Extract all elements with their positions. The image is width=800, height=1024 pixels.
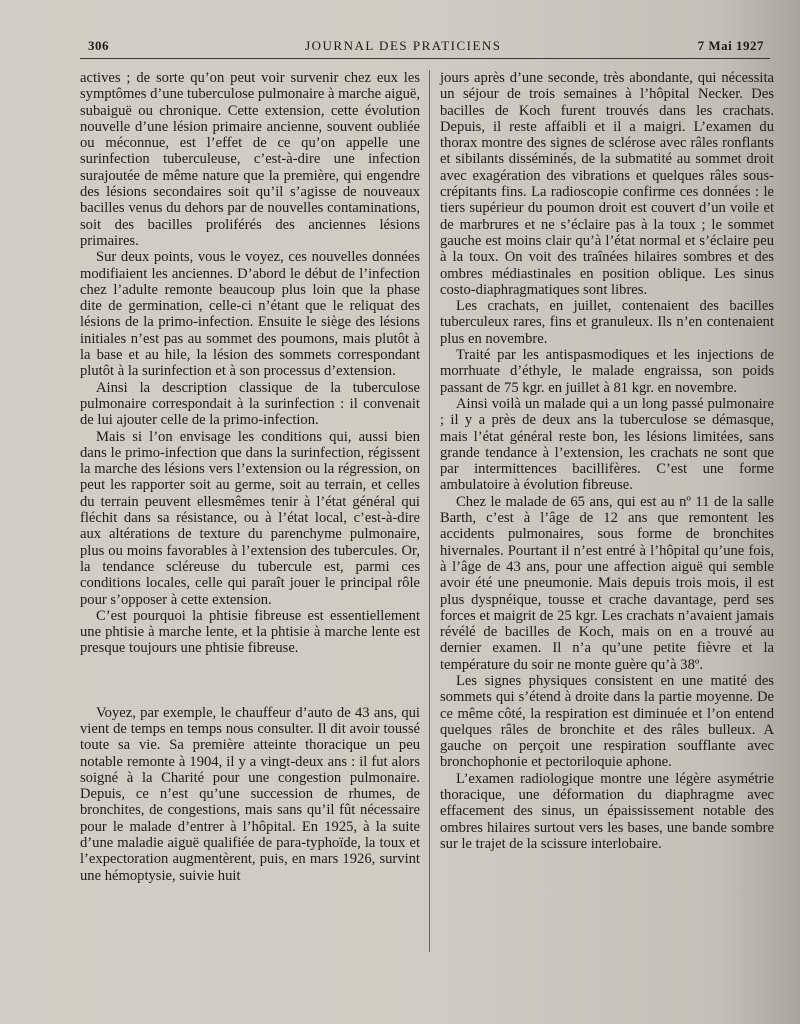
paragraph: actives ; de sorte qu’on peut voir survenir chez eux les symptômes d’une tuberculose pulmonaire à marche aiguë, subaiguë ou chronique. Cette extension, cette évolution nouvelle d’une lésion primaire ancienne, souvent oubliée ou méconnue, est l’effet de ce qu’on appelle une surinfection tuberculeuse, c’est-à-dire une infection surajoutée de même nature que la première, qui engendre des lésions secondaires soit qu’il s’agisse de nouveaux bacilles venus du dehors par de nouvelles contaminations, soit des bacilles proliférés des anciennes lésions primaires. bbox=[80, 70, 421, 249]
journal-title: JOURNAL DES PRATICIENS bbox=[305, 38, 502, 53]
paragraph: C’est pourquoi la phtisie fibreuse est essentiellement une phtisie à marche lente, et la phtisie à marche lente est presque toujours une phtisie fibreuse. bbox=[80, 607, 420, 657]
running-header bbox=[88, 38, 764, 54]
paragraph: Voyez, par exemple, le chauffeur d’auto de 43 ans, qui vient de temps en temps nous consulter. Il dit avoir toussé toute sa vie. Sa première atteinte thoracique un peu notable remonte à 1904, il y a vingt-deux ans : il fut alors soigné à la Charité pour une congestion pulmonaire. Depuis, ce n’est qu’une succession de rhumes, de bronchites, de congestions, mais sans qu’il fût nécessaire pour le malade d’entrer à l’hôpital. En 1925, à la suite d’une maladie aiguë qualifiée de para-typhoïde, la toux et l’expectoration augmentèrent, puis, en mars 1926, survint une hémoptysie, suivie huit bbox=[80, 704, 420, 884]
paragraph: Les crachats, en juillet, contenaient des bacilles tuberculeux rares, fins et granuleux. Ils n’en contenaient plus en novembre. bbox=[440, 298, 774, 347]
paragraph: Ainsi voilà un malade qui a un long passé pulmonaire ; il y a près de deux ans la tuberculose se démasque, mais l’état général reste bon, les lésions limitées, sans grande tendance à l’extension, les crachats ne sont que par intermittences bacillifères. C’est une forme ambulatoire à évolution fibreuse. bbox=[440, 395, 774, 494]
paragraph: Chez le malade de 65 ans, qui est au nº 11 de la salle Barth, c’est à l’âge de 12 ans que remontent les accidents pulmonaires, sous forme de bronchites hivernales. Pourtant il n’est entré à l’hôpital qu’une fois, à l’âge de 43 ans, pour une affection aiguë qui semble avoir été une pneumonie. Mais depuis trois mois, il est plus dyspnéique, tousse et crache davantage, perd ses forces et maigrit de 25 kgr. Les crachats n’avaient jamais révélé de bacilles de Koch, mais on en a trouvé au dernier examen. Il n’a qu’une petite fièvre et la température du soir ne monte guère qu’à 38º. bbox=[440, 493, 774, 673]
right-column bbox=[440, 70, 774, 852]
paragraph: jours après d’une seconde, très abondante, qui nécessita un séjour de trois semaines à l’hôpital Necker. Des bacilles de Koch furent trouvés dans les crachats. Depuis, il reste affaibli et il a maigri. L’examen du thorax montre des signes de sclérose avec râles ronflants et sibilants disséminés, de la submatité au sommet droit avec exagération des vibrations et quelques râles sous-crépitants fins. La radioscopie confirme ces données : le tiers supérieur du poumon droit est couvert d’un voile et de marbrures et ne s’éclaire pas à la toux ; le sommet gauche est moins clair qu’à l’état normal et s’éclaire peu à la toux. On voit des traînées hilaires sombres et des ombres médiastinales en position oblique. Les sinus costo-diaphragmatiques sont libres. bbox=[440, 70, 774, 298]
paragraph: Sur deux points, vous le voyez, ces nouvelles données modifiaient les anciennes. D’abord le début de l’infection chez l’adulte remonte beaucoup plus loin que la phase dite de germination, celle-ci n’étant que le reliquat des lésions de la primo-infection. Ensuite le siège des lésions initiales n’est pas au sommet des poumons, mais plutôt à la base et au hile, la lésion des sommets correspondant plutôt à la surinfection et à son processus d’extension. bbox=[80, 249, 420, 380]
left-column bbox=[80, 70, 420, 884]
header-rule bbox=[80, 58, 770, 59]
page-number: 306 bbox=[88, 38, 109, 53]
column-divider bbox=[429, 70, 430, 952]
paragraph: Traité par les antispasmodiques et les injections de morrhuate d’éthyle, le malade engraissa, son poids passant de 75 kgr. en juillet à 81 kgr. en novembre. bbox=[440, 347, 774, 396]
issue-date: 7 Mai 1927 bbox=[697, 38, 764, 53]
paragraph: Mais si l’on envisage les conditions qui, aussi bien dans le primo-infection que dans la surinfection, régissent la marche des lésions vers l’extension ou la régression, on peut les rapporter soit au germe, soit au terrain, et celles du terrain peuvent ellesmêmes tenir à l’état général qui fléchit dans sa résistance, ou à l’état local, c’est-à-dire aux altérations de texture du parenchyme pulmonaire, plus ou moins favorables à l’extension des tubercules. Or, la tendance scléreuse du tubercule est, parmi ces conditions locales, celle qui paraît jouer le principal rôle pour s’opposer à cette extension. bbox=[80, 428, 420, 608]
paragraph: L’examen radiologique montre une légère asymétrie thoracique, une déformation du diaphragme avec effacement des sinus, un épaississement notable des ombres hilaires surtout vers les bases, une bande sombre sur le trajet de la scissure interlobaire. bbox=[440, 770, 774, 852]
paragraph: Les signes physiques consistent en une matité des sommets qui s’étend à droite dans la partie moyenne. De ce même côté, la respiration est diminuée et l’on entend quelques râles de bronchite et des râles bulleux. A gauche on perçoit une respiration soufflante avec bronchophonie et pectoriloquie aphone. bbox=[440, 672, 774, 771]
paragraph: Ainsi la description classique de la tuberculose pulmonaire correspondait à la surinfection : il convenait de lui ajouter celle de la primo-infection. bbox=[80, 379, 420, 429]
